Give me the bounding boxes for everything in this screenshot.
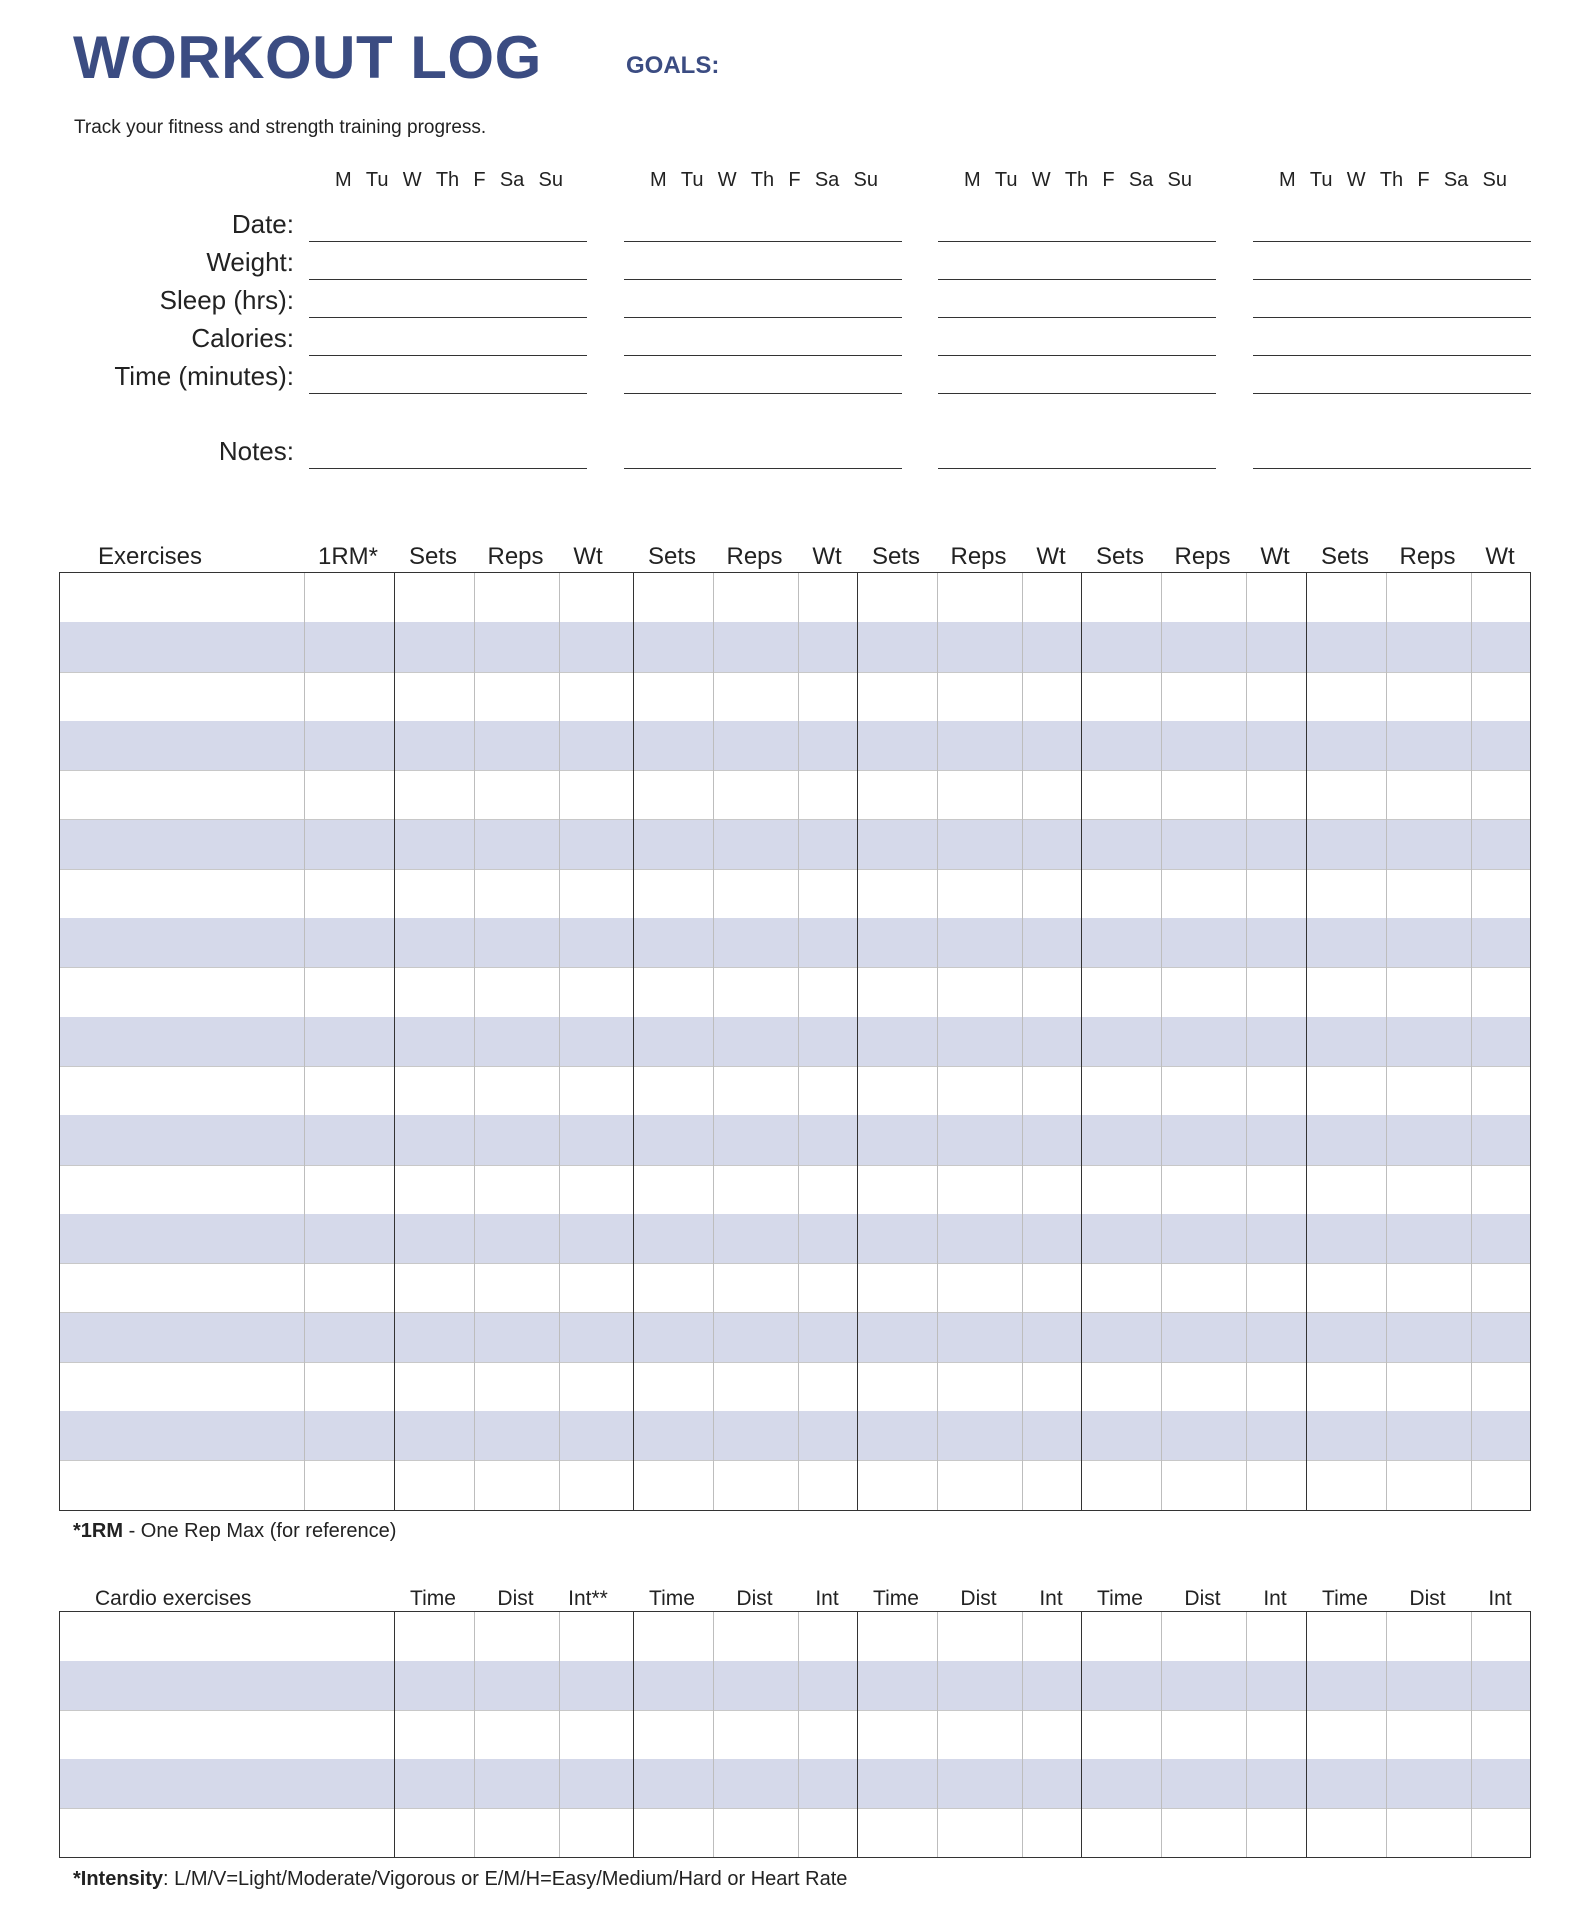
- entry-line[interactable]: [938, 279, 1216, 280]
- column-divider: [798, 1612, 799, 1857]
- table-row[interactable]: [60, 1411, 1530, 1461]
- column-divider: [633, 1612, 634, 1857]
- column-header: Wt: [812, 543, 842, 570]
- field-label: Calories:: [191, 323, 294, 353]
- column-divider: [1081, 573, 1082, 1510]
- table-row[interactable]: [60, 918, 1530, 968]
- entry-line[interactable]: [1253, 468, 1531, 469]
- table-row[interactable]: [60, 721, 1530, 771]
- weekday-option[interactable]: F: [1102, 169, 1115, 191]
- table-row[interactable]: [60, 1214, 1530, 1264]
- entry-line[interactable]: [1253, 393, 1531, 394]
- strength-table[interactable]: [59, 572, 1531, 1511]
- column-header: Int: [1263, 1587, 1287, 1610]
- weekday-option[interactable]: Su: [1482, 169, 1507, 191]
- entry-line[interactable]: [624, 393, 902, 394]
- column-divider: [394, 1612, 395, 1857]
- column-divider: [633, 573, 634, 1510]
- entry-line[interactable]: [1253, 355, 1531, 356]
- column-header: Reps: [726, 543, 783, 570]
- entry-line[interactable]: [309, 241, 587, 242]
- weekday-option[interactable]: Tu: [680, 169, 704, 191]
- weekday-option[interactable]: Su: [538, 169, 563, 191]
- column-header: Time: [1322, 1587, 1368, 1610]
- column-header: Int: [1488, 1587, 1512, 1610]
- weekday-option[interactable]: Su: [853, 169, 878, 191]
- column-header: Dist: [1409, 1587, 1446, 1610]
- column-header: Wt: [1485, 543, 1515, 570]
- field-label: Time (minutes):: [114, 361, 294, 391]
- column-header: Dist: [497, 1587, 534, 1610]
- column-header: Sets: [408, 543, 458, 570]
- table-row[interactable]: [60, 967, 1530, 1017]
- one-rep-max-footnote: [73, 1520, 396, 1543]
- column-divider: [857, 1612, 858, 1857]
- column-divider: [1246, 573, 1247, 1510]
- table-row[interactable]: [60, 1362, 1530, 1412]
- weekday-option[interactable]: F: [788, 169, 801, 191]
- cardio-table[interactable]: [59, 1611, 1531, 1858]
- column-header: Sets: [1095, 543, 1145, 570]
- weekday-option[interactable]: Sa: [1443, 169, 1469, 191]
- weekday-option[interactable]: F: [473, 169, 486, 191]
- column-header: Reps: [1174, 543, 1231, 570]
- table-row[interactable]: [60, 869, 1530, 919]
- column-divider: [1246, 1612, 1247, 1857]
- table-row[interactable]: [60, 622, 1530, 672]
- weekday-option[interactable]: Sa: [499, 169, 525, 191]
- weekday-option[interactable]: Sa: [814, 169, 840, 191]
- weekday-option[interactable]: Th: [435, 169, 460, 191]
- column-header: Int: [1039, 1587, 1063, 1610]
- table-row[interactable]: [60, 820, 1530, 870]
- entry-line[interactable]: [938, 355, 1216, 356]
- column-divider: [1022, 573, 1023, 1510]
- column-divider: [1022, 1612, 1023, 1857]
- entry-line[interactable]: [938, 468, 1216, 469]
- table-row[interactable]: [60, 1017, 1530, 1067]
- field-label: Weight:: [206, 247, 294, 277]
- column-header: Time: [410, 1587, 456, 1610]
- weekday-option[interactable]: F: [1417, 169, 1430, 191]
- page-title: WORKOUT LOG: [73, 24, 542, 91]
- column-header: Dist: [1184, 1587, 1221, 1610]
- table-row[interactable]: [60, 1115, 1530, 1165]
- footnote-term: *Intensity: [73, 1868, 164, 1890]
- column-divider: [1386, 1612, 1387, 1857]
- entry-line[interactable]: [938, 317, 1216, 318]
- column-header: Sets: [871, 543, 921, 570]
- table-row[interactable]: [60, 1066, 1530, 1116]
- entry-line[interactable]: [309, 355, 587, 356]
- column-divider: [713, 573, 714, 1510]
- weekday-selector-3[interactable]: [938, 169, 1216, 197]
- column-divider: [798, 573, 799, 1510]
- column-divider: [1161, 573, 1162, 1510]
- column-divider: [1161, 1612, 1162, 1857]
- table-row[interactable]: [60, 1710, 1530, 1760]
- table-row[interactable]: [60, 1759, 1530, 1809]
- table-row[interactable]: [60, 1165, 1530, 1215]
- table-row[interactable]: [60, 672, 1530, 722]
- entry-line[interactable]: [624, 355, 902, 356]
- exercises-header: Exercises: [98, 543, 203, 570]
- field-label: Notes:: [218, 436, 294, 466]
- one-rep-max-header: 1RM*: [317, 543, 378, 570]
- weekday-option[interactable]: Th: [1379, 169, 1404, 191]
- column-header: Time: [1097, 1587, 1143, 1610]
- weekday-option[interactable]: W: [717, 169, 737, 191]
- column-divider: [559, 573, 560, 1510]
- column-header: Wt: [1036, 543, 1066, 570]
- footnote-text: : L/M/V=Light/Moderate/Vigorous or E/M/H=Easy/Medium/Hard or Heart Rate: [163, 1868, 848, 1890]
- column-header: Wt: [573, 543, 603, 570]
- entry-line[interactable]: [1253, 279, 1531, 280]
- table-row[interactable]: [60, 1263, 1530, 1313]
- entry-line[interactable]: [1253, 317, 1531, 318]
- table-row[interactable]: [60, 770, 1530, 820]
- column-header: Int**: [568, 1587, 608, 1610]
- column-divider: [857, 573, 858, 1510]
- column-divider: [394, 573, 395, 1510]
- column-divider: [937, 1612, 938, 1857]
- cardio-exercises-header: Cardio exercises: [95, 1587, 252, 1610]
- column-header: Reps: [1399, 543, 1456, 570]
- column-divider: [713, 1612, 714, 1857]
- weekday-option[interactable]: W: [402, 169, 422, 191]
- column-divider: [559, 1612, 560, 1857]
- weekday-option[interactable]: Tu: [365, 169, 389, 191]
- weekday-option[interactable]: Th: [1064, 169, 1089, 191]
- weekday-selector-2[interactable]: [624, 169, 902, 197]
- entry-line[interactable]: [624, 468, 902, 469]
- column-divider: [937, 573, 938, 1510]
- column-divider: [1471, 1612, 1472, 1857]
- entry-line[interactable]: [624, 279, 902, 280]
- entry-line[interactable]: [624, 241, 902, 242]
- column-divider: [1386, 573, 1387, 1510]
- weekday-option[interactable]: Tu: [994, 169, 1018, 191]
- column-header: Time: [873, 1587, 919, 1610]
- entry-line[interactable]: [309, 393, 587, 394]
- weekday-option[interactable]: Sa: [1128, 169, 1154, 191]
- weekday-option[interactable]: Tu: [1309, 169, 1333, 191]
- column-divider: [1081, 1612, 1082, 1857]
- column-header: Sets: [1320, 543, 1370, 570]
- column-header: Time: [649, 1587, 695, 1610]
- column-divider: [1306, 573, 1307, 1510]
- weekday-selector-4[interactable]: [1253, 169, 1531, 197]
- entry-line[interactable]: [938, 241, 1216, 242]
- table-row[interactable]: [60, 1313, 1530, 1363]
- weekday-option[interactable]: W: [1346, 169, 1366, 191]
- column-header: Int: [815, 1587, 839, 1610]
- weekday-option[interactable]: M: [1279, 169, 1296, 191]
- table-row[interactable]: [60, 1808, 1530, 1857]
- entry-line[interactable]: [309, 317, 587, 318]
- footnote-term: *1RM: [73, 1520, 124, 1542]
- footnote-text: - One Rep Max (for reference): [123, 1520, 397, 1542]
- column-header: Dist: [960, 1587, 997, 1610]
- column-divider: [1471, 573, 1472, 1510]
- field-label: Sleep (hrs):: [159, 285, 294, 315]
- column-header: Dist: [736, 1587, 773, 1610]
- entry-line[interactable]: [309, 279, 587, 280]
- field-label: Date:: [231, 209, 294, 239]
- intensity-footnote: [73, 1868, 847, 1891]
- weekday-option[interactable]: Th: [750, 169, 775, 191]
- column-header: Sets: [647, 543, 697, 570]
- column-divider: [1306, 1612, 1307, 1857]
- weekday-selector-1[interactable]: [309, 169, 587, 197]
- entry-line[interactable]: [624, 317, 902, 318]
- column-header: Reps: [487, 543, 544, 570]
- subtitle: Track your fitness and strength training progress.: [74, 117, 487, 138]
- entry-line[interactable]: [1253, 241, 1531, 242]
- weekday-option[interactable]: Su: [1167, 169, 1192, 191]
- column-header: Wt: [1260, 543, 1290, 570]
- table-row[interactable]: [60, 1612, 1530, 1662]
- weekday-option[interactable]: M: [335, 169, 352, 191]
- entry-line[interactable]: [938, 393, 1216, 394]
- column-divider: [474, 573, 475, 1510]
- table-row[interactable]: [60, 1661, 1530, 1711]
- weekday-option[interactable]: M: [650, 169, 667, 191]
- table-row[interactable]: [60, 1460, 1530, 1509]
- weekday-option[interactable]: M: [964, 169, 981, 191]
- entry-line[interactable]: [309, 468, 587, 469]
- weekday-option[interactable]: W: [1031, 169, 1051, 191]
- table-row[interactable]: [60, 573, 1530, 623]
- column-divider: [304, 573, 305, 1510]
- column-divider: [474, 1612, 475, 1857]
- column-header: Reps: [950, 543, 1007, 570]
- goals-label: GOALS:: [626, 52, 720, 79]
